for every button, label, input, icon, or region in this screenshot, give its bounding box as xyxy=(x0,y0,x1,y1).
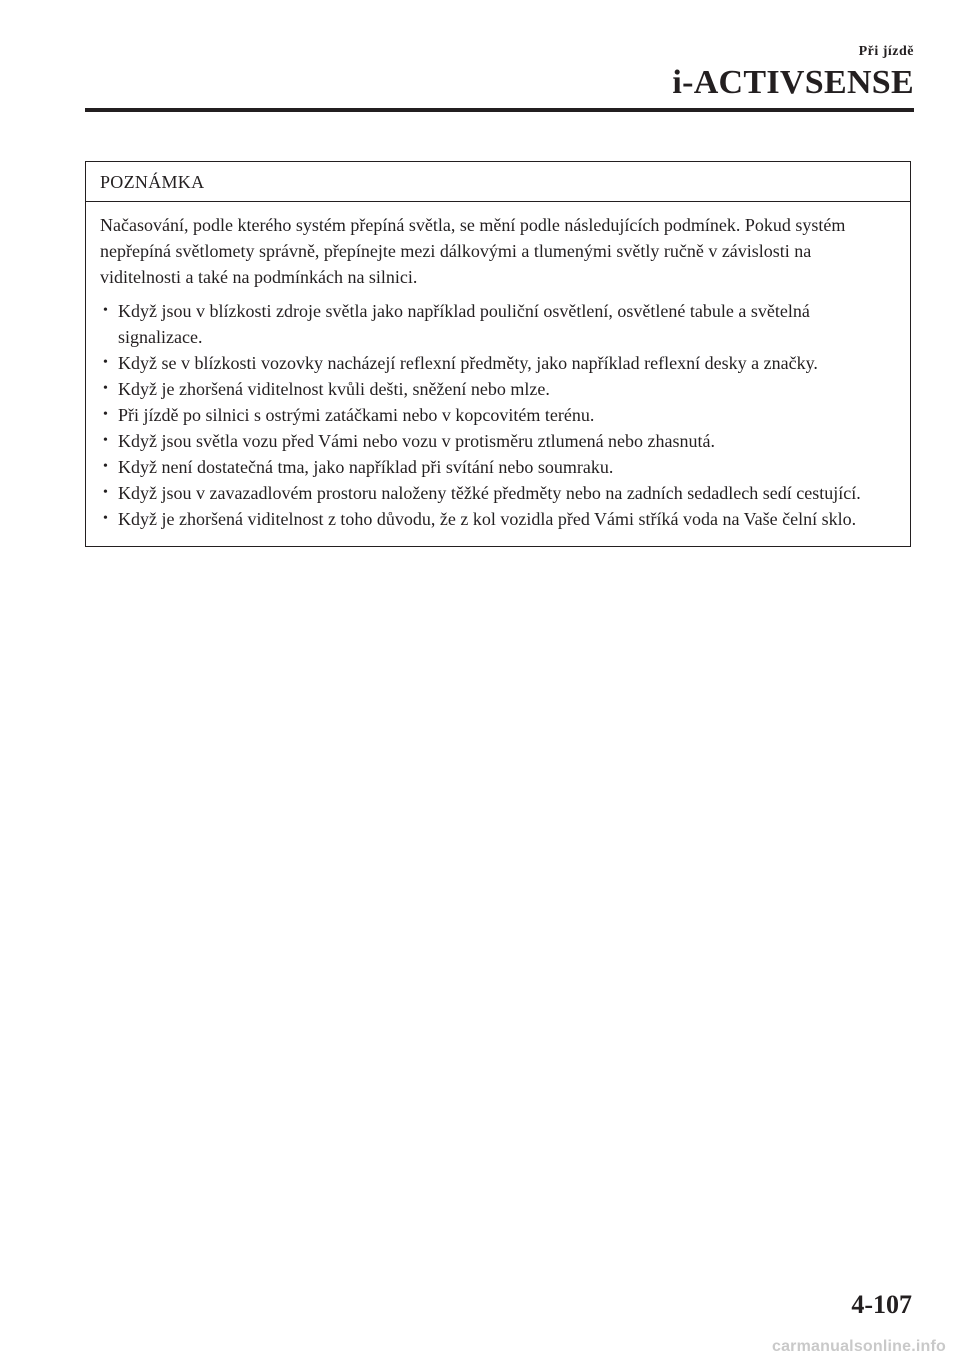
bullet-icon: • xyxy=(103,407,108,422)
bullet-icon: • xyxy=(103,485,108,500)
bullet-icon: • xyxy=(103,381,108,396)
list-item-text: Když je zhoršená viditelnost kvůli dešti, sněžení nebo mlze. xyxy=(118,379,550,399)
list-item-text: Když se v blízkosti vozovky nacházejí reflexní předměty, jako například reflexní desky a značky. xyxy=(118,353,818,373)
list-item-text: Při jízdě po silnici s ostrými zatáčkami nebo v kopcovitém terénu. xyxy=(118,405,595,425)
condition-list xyxy=(100,298,896,532)
note-box xyxy=(85,161,911,547)
bullet-icon: • xyxy=(103,433,108,448)
list-item xyxy=(100,402,896,428)
note-body xyxy=(86,202,910,546)
note-intro: Načasování, podle kterého systém přepíná světla, se mění podle následujících podmínek. Pokud systém nepřepíná světlomety správně, přepínejte mezi dálkovými a tlumenými světly ručně v závislosti na viditelnosti a také na podmínkách na silnici. xyxy=(100,215,846,287)
list-item xyxy=(100,298,896,350)
list-item-text: Když jsou v blízkosti zdroje světla jako například pouliční osvětlení, osvětlené tabule a světelná signalizace. xyxy=(118,301,810,347)
list-item-text: Když je zhoršená viditelnost z toho důvodu, že z kol vozidla před Vámi stříká voda na Vaše čelní sklo. xyxy=(118,509,857,529)
chapter-title: i-ACTIVSENSE xyxy=(672,64,914,101)
list-item xyxy=(100,454,896,480)
list-item xyxy=(100,350,896,376)
list-item-text: Když není dostatečná tma, jako například při svítání nebo soumraku. xyxy=(118,457,614,477)
note-title: POZNÁMKA xyxy=(86,162,910,202)
list-item xyxy=(100,506,896,532)
list-item-text: Když jsou v zavazadlovém prostoru naloženy těžké předměty nebo na zadních sedadlech sedí cestující. xyxy=(118,483,861,503)
list-item-text: Když jsou světla vozu před Vámi nebo vozu v protisměru ztlumená nebo zhasnutá. xyxy=(118,431,716,451)
list-item xyxy=(100,428,896,454)
section-label: Při jízdě xyxy=(858,44,914,59)
bullet-icon: • xyxy=(103,303,108,318)
list-item xyxy=(100,480,896,506)
page-number: 4-107 xyxy=(851,1290,912,1319)
list-item xyxy=(100,376,896,402)
page-header xyxy=(672,44,914,102)
header-rule xyxy=(85,108,914,112)
bullet-icon: • xyxy=(103,511,108,526)
bullet-icon: • xyxy=(103,355,108,370)
watermark: carmanualsonline.info xyxy=(771,1338,946,1355)
bullet-icon: • xyxy=(103,459,108,474)
